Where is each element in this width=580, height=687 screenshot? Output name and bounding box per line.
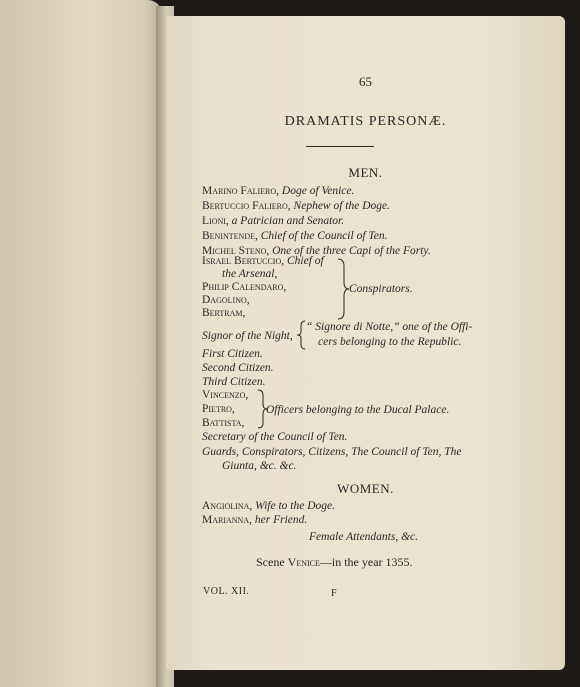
left-page [0,0,162,687]
title-divider [306,146,374,147]
cast-entry: First Citizen. [202,348,263,360]
book-page [166,16,565,670]
signature-mark: F [331,588,338,599]
cast-entry: Third Citizen. [202,376,266,388]
cast-entry: Battista, [202,417,245,429]
cast-entry: Signor of the Night, [202,330,293,342]
conspirators-brace [336,258,350,320]
volume-marker: VOL. XII. [203,586,250,597]
cast-entry: Pietro, [202,403,235,415]
cast-entry: Benintende, Chief of the Council of Ten. [202,230,388,242]
cast-entry: Secretary of the Council of Ten. [202,431,348,443]
signor-description-continued: cers belonging to the Republic. [318,336,462,348]
cast-entry: Angiolina, Wife to the Doge. [202,500,336,512]
signor-brace [296,320,306,350]
page-title: DRAMATIS PERSONÆ. [284,114,447,129]
cast-entry-continued: Giunta, &c. &c. [222,460,297,472]
cast-entry: Second Citizen. [202,362,274,374]
cast-entry-continued: the Arsenal, [222,268,278,280]
cast-entry: Bertram, [202,307,246,319]
cast-entry: Philip Calendaro, [202,281,287,293]
officers-label: Officers belonging to the Ducal Palace. [266,404,450,416]
cast-entry: Female Attendants, &c. [309,531,419,543]
cast-entry: Guards, Conspirators, Citizens, The Council of Ten, The [202,446,462,458]
page-number: 65 [359,74,372,89]
cast-entry: Bertuccio Faliero, Nephew of the Doge. [202,200,390,212]
men-heading: MEN. [348,165,383,180]
cast-entry: Marianna, her Friend. [202,514,308,526]
signor-description: “ Signore di Notte,” one of the Offi- [306,321,473,333]
conspirators-label: Conspirators. [349,283,413,295]
cast-entry: Lioni, a Patrician and Senator. [202,215,345,227]
cast-entry: Israel Bertuccio, Chief of [202,255,324,267]
women-heading: WOMEN. [337,481,394,496]
cast-entry: Dagolino, [202,294,250,306]
cast-entry: Vincenzo, [202,389,249,401]
scene-line: Scene Venice—in the year 1355. [256,555,413,569]
cast-entry: Michel Steno, One of the three Capi of the Forty. [202,245,431,257]
cast-entry: Marino Faliero, Doge of Venice. [202,185,355,197]
